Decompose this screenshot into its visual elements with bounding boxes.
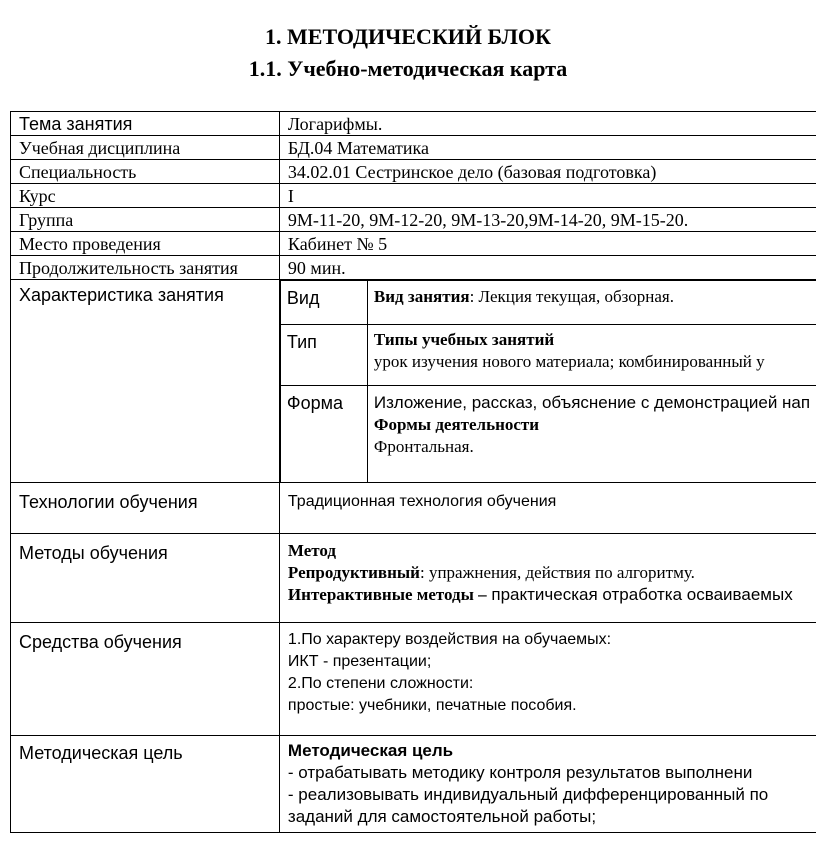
table-row-means <box>11 623 816 736</box>
table-row <box>11 136 816 160</box>
goal-line-3: заданий для самостоятельной работы; <box>287 807 597 826</box>
means-line-2: ИКТ - презентации; <box>287 653 432 670</box>
forma-bold: Формы деятельности <box>373 415 540 434</box>
row-label-technologies: Технологии обучения <box>11 483 280 534</box>
forma-value <box>367 386 816 483</box>
goal-cell <box>279 736 816 833</box>
row-value-technologies: Традиционная технология обучения <box>279 483 816 534</box>
forma-label: Форма <box>280 386 367 483</box>
row-label-location: Место проведения <box>11 232 280 256</box>
characteristic-subtable <box>280 280 816 482</box>
table-row-technologies <box>11 483 816 534</box>
row-label-course: Курс <box>11 184 280 208</box>
means-line-3: 2.По степени сложности: <box>287 675 474 692</box>
row-value-duration: 90 мин. <box>279 256 816 280</box>
table-row-methods <box>11 534 816 623</box>
table-row-goal <box>11 736 816 833</box>
vid-value <box>367 281 816 325</box>
means-cell <box>279 623 816 736</box>
row-label-goal: Методическая цель <box>11 736 280 833</box>
means-line-4: простые: учебники, печатные пособия. <box>287 697 577 714</box>
table-row <box>11 184 816 208</box>
table-row <box>11 160 816 184</box>
goal-line-1: - отрабатывать методику контроля результатов выполнени <box>287 763 753 782</box>
tip-value <box>367 325 816 386</box>
tip-bold: Типы учебных занятий <box>373 330 555 349</box>
section-title: 1. МЕТОДИЧЕСКИЙ БЛОК <box>265 24 551 49</box>
row-value-specialty: 34.02.01 Сестринское дело (базовая подготовка) <box>279 160 816 184</box>
row-label-group: Группа <box>11 208 280 232</box>
row-label-methods: Методы обучения <box>11 534 280 623</box>
tip-text: урок изучения нового материала; комбинированный у <box>373 352 765 371</box>
subtable-row-vid <box>280 281 816 325</box>
goal-heading: Методическая цель <box>287 741 454 760</box>
subtable-row-forma <box>280 386 816 483</box>
row-label-duration: Продолжительность занятия <box>11 256 280 280</box>
forma-text1: Изложение, рассказ, объяснение с демонстрацией нап <box>373 393 811 412</box>
interactive-text: практическая отработка осваиваемых <box>486 585 793 604</box>
characteristic-cell <box>279 280 816 483</box>
row-value-location: Кабинет № 5 <box>279 232 816 256</box>
row-label-specialty: Специальность <box>11 160 280 184</box>
methods-cell <box>279 534 816 623</box>
goal-line-2: - реализовывать индивидуальный дифференцированный по <box>287 785 769 804</box>
table-row <box>11 256 816 280</box>
table-row <box>11 232 816 256</box>
methods-reproductive <box>288 562 816 584</box>
row-label-characteristic: Характеристика занятия <box>11 280 280 483</box>
subtable-row-tip <box>280 325 816 386</box>
methods-heading: Метод <box>287 541 337 560</box>
methods-interactive <box>288 584 816 606</box>
reproductive-text: : упражнения, действия по алгоритму. <box>419 563 695 582</box>
vid-text: : Лекция текущая, обзорная. <box>469 287 674 306</box>
row-label-means: Средства обучения <box>11 623 280 736</box>
methodical-card-table <box>10 111 816 833</box>
row-value-topic: Логарифмы. <box>279 112 816 136</box>
table-row <box>11 112 816 136</box>
table-row <box>11 208 816 232</box>
row-value-discipline: БД.04 Математика <box>279 136 816 160</box>
reproductive-bold: Репродуктивный <box>287 563 420 582</box>
vid-label: Вид <box>280 281 367 325</box>
row-value-group: 9М-11-20, 9М-12-20, 9М-13-20,9М-14-20, 9М-15-20. <box>279 208 816 232</box>
forma-text2: Фронтальная. <box>373 437 474 456</box>
row-value-course: I <box>279 184 816 208</box>
means-line-1: 1.По характеру воздействия на обучаемых: <box>287 631 612 648</box>
interactive-bold: Интерактивные методы – <box>287 585 487 604</box>
vid-bold: Вид занятия <box>373 287 470 306</box>
tip-label: Тип <box>280 325 367 386</box>
row-label-topic: Тема занятия <box>11 112 280 136</box>
row-label-discipline: Учебная дисциплина <box>11 136 280 160</box>
section-subtitle: 1.1. Учебно-методическая карта <box>248 56 568 81</box>
table-row-characteristic <box>11 280 816 483</box>
